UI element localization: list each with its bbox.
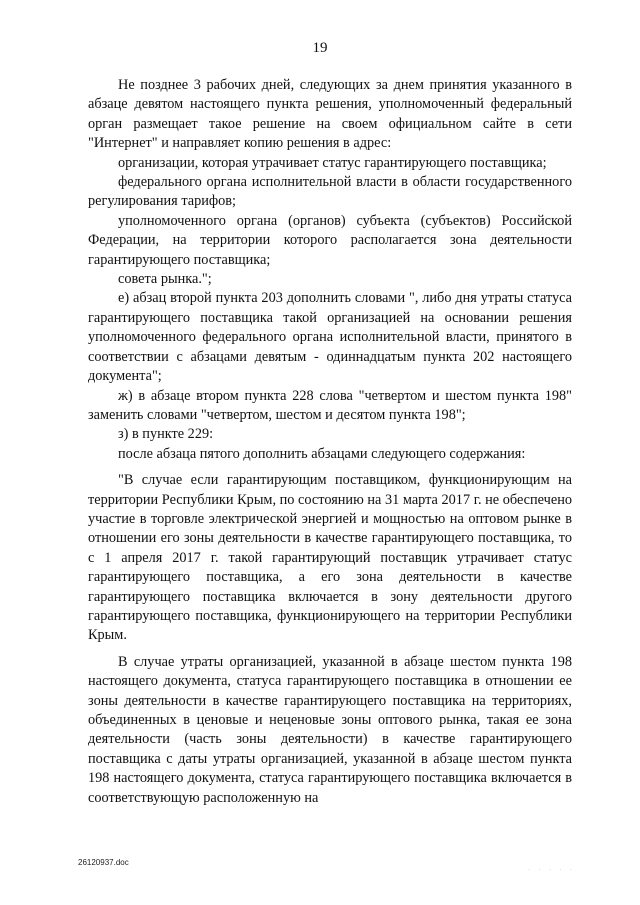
paragraph-recipient-tariff-authority: федерального органа исполнительной власти в области государственного регулирования тарифов; xyxy=(88,174,572,210)
footer-file-name: 26120937.doc xyxy=(78,858,129,867)
paragraph-recipient-market-council: совета рынка."; xyxy=(118,271,212,288)
document-body xyxy=(88,76,572,808)
paragraph-crimea-rule: "В случае если гарантирующим поставщиком, функционирующим на территории Республики Крым, по состоянию на 31 марта 2017 г. не обеспечено участие в торговле электрической энергией и мощностью на оптовом рынке в отношении его зоны деятельности в качестве гарантирующего поставщика, то с 1 апреля 2017 г. такой гарантирующий поставщик утрачивает статус гарантирующего поставщика, а его зона деятельности в качестве гарантирующего поставщика включается в зону деятельности другого гарантирующего поставщика, функционирующего на территории Республики Крым. xyxy=(88,472,572,644)
paragraph-item-e: е) абзац второй пункта 203 дополнить словами ", либо дня утраты статуса гарантирующего поставщика такой организацией на основании решения уполномоченного федерального органа исполнительной власти, принятого в соответствии с абзацами девятым - одиннадцатым пункта 202 настоящего документа"; xyxy=(88,290,572,385)
paragraph-item-zh: ж) в абзаце втором пункта 228 слова "четвертом и шестом пункта 198" заменить словами "четвертом, шестом и десятом пункта 198"; xyxy=(88,387,572,423)
page-number: 19 xyxy=(312,40,328,56)
paragraph-addition-intro: после абзаца пятого дополнить абзацами следующего содержания: xyxy=(118,445,526,462)
paragraph-item-z: з) в пункте 229: xyxy=(118,426,214,443)
paragraph-status-loss-rule: В случае утраты организацией, указанной в абзаце шестом пункта 198 настоящего документа, статуса гарантирующего поставщика в отношении ее зоны деятельности в качестве гарантирующего поставщика на территориях, объединенных в ценовые и неценовые зоны оптового рынка, такая ее зона деятельности (часть зоны деятельности) в качестве гарантирующего поставщика с даты утраты организацией, указанной в абзаце шестом пункта 198 настоящего документа, статуса гарантирующего поставщика включается в соответствующую расположенную на xyxy=(88,653,572,806)
paragraph-publication-notice: Не позднее 3 рабочих дней, следующих за днем принятия указанного в абзаце девятом настоящего пункта решения, уполномоченный федеральный орган размещает такое решение на своем официальном сайте в сети "Интернет" и направляет копию решения в адрес: xyxy=(88,77,572,152)
scan-artifact: · · · · · xyxy=(528,866,576,874)
paragraph-recipient-regional-authority: уполномоченного органа (органов) субъекта (субъектов) Российской Федерации, на территории которого располагается зона деятельности гарантирующего поставщика; xyxy=(88,212,572,268)
paragraph-recipient-organization: организации, которая утрачивает статус гарантирующего поставщика; xyxy=(118,154,547,171)
